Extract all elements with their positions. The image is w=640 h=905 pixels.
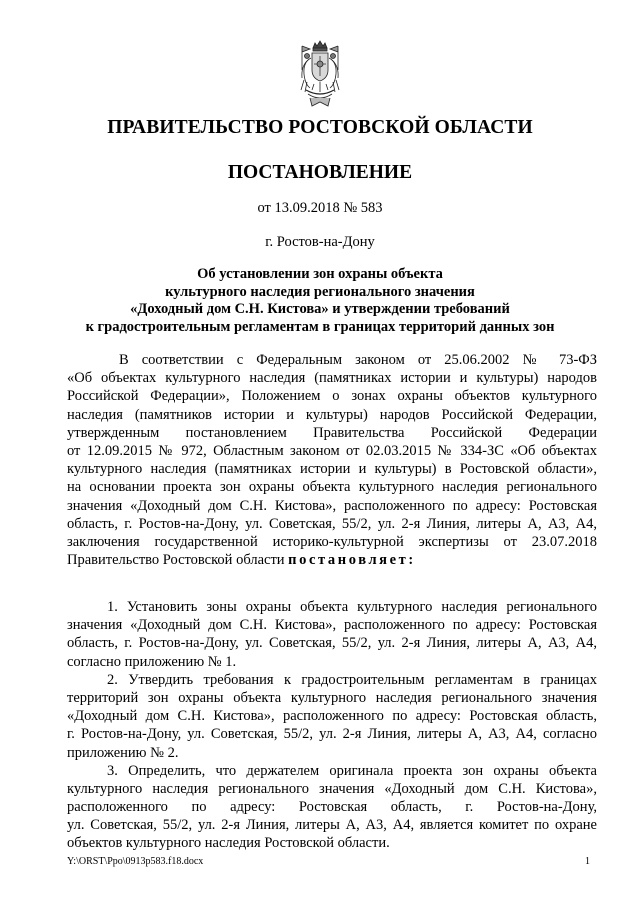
- preamble-line: Российской Федерации», Положением о зонах охраны объектов культурного: [67, 388, 597, 405]
- preamble-line: «Об объектах культурного наследия (памятниках истории и культуры) народов: [67, 370, 597, 387]
- document-city: г. Ростов-на-Дону: [265, 234, 375, 250]
- resolution-items: [67, 598, 597, 853]
- preamble-line: область, г. Ростов-на-Дону, ул. Советская, 55/2, ул. 2-я Линия, литеры А, А3, А4,: [67, 515, 597, 532]
- coat-of-arms-emblem: [298, 40, 342, 108]
- item-line: объектов культурного наследия Ростовской области.: [67, 835, 390, 852]
- footer-page-number: 1: [585, 856, 590, 867]
- title-line: Об установлении зон охраны объекта: [197, 266, 443, 282]
- preamble-line: от 12.09.2015 № 972, Областным законом от 02.03.2015 № 334-ЗС «Об объектах: [67, 442, 597, 459]
- preamble-line: заключения государственной историко-культурной экспертизы от 23.07.2018: [67, 533, 597, 550]
- preamble-line: В соответствии с Федеральным законом от 25.06.2002 № 73-ФЗ: [119, 352, 597, 368]
- item-line: ул. Советская, 55/2, ул. 2-я Линия, литеры А, А3, А4, является комитет по охране: [67, 817, 597, 834]
- preamble-line: на основании проекта зон охраны объекта культурного наследия регионального: [67, 479, 597, 496]
- preamble-last-text: Правительство Ростовской области: [67, 552, 285, 569]
- footer-file-path: Y:\ORST\Ppo\0913p583.f18.docx: [67, 856, 204, 867]
- document-date-number: от 13.09.2018 № 583: [257, 200, 383, 216]
- item-line: область, г. Ростов-на-Дону, ул. Советская, 55/2, ул. 2-я Линия, литеры А, А3, А4,: [67, 635, 597, 652]
- preamble-line: [67, 551, 597, 569]
- document-type: ПОСТАНОВЛЕНИЕ: [227, 162, 413, 183]
- preamble-paragraph: [67, 351, 597, 569]
- item-line: 3. Определить, что держателем оригинала проекта зон охраны объекта: [107, 762, 597, 779]
- resolves-word: постановляет:: [288, 552, 416, 569]
- title-line: культурного наследия регионального значения: [165, 283, 475, 300]
- title-line: «Доходный дом С.Н. Кистова» и утверждении требований: [130, 301, 510, 317]
- preamble-line: наследия (памятников истории и культуры) народов Российской Федерации,: [67, 406, 597, 423]
- document-title: [60, 266, 580, 336]
- item-line: г. Ростов-на-Дону, ул. Советская, 55/2, ул. 2-я Линия, литеры А, А3, А4, согласно: [67, 726, 597, 743]
- title-line: к градостроительным регламентам в границах территорий данных зон: [85, 318, 555, 335]
- preamble-line: утвержденным постановлением Правительства Российской Федерации: [67, 424, 597, 441]
- item-line: 2. Утвердить требования к градостроительным регламентам в границах: [107, 671, 597, 688]
- item-line: «Доходный дом С.Н. Кистова», расположенного по адресу: Ростовская область,: [67, 708, 597, 725]
- item-line: значения «Доходный дом С.Н. Кистова», расположенного по адресу: Ростовская: [67, 617, 597, 634]
- item-line: согласно приложению № 1.: [67, 653, 237, 670]
- item-line: расположенного по адресу: Ростовская область, г. Ростов-на-Дону,: [67, 799, 597, 816]
- item-line: 1. Установить зоны охраны объекта культурного наследия регионального: [107, 599, 597, 615]
- preamble-line: значения «Доходный дом С.Н. Кистова», расположенного по адресу: Ростовская: [67, 497, 597, 514]
- government-name: ПРАВИТЕЛЬСТВО РОСТОВСКОЙ ОБЛАСТИ: [107, 117, 533, 138]
- item-line: территорий зон охраны объекта культурного наследия регионального значения: [67, 689, 597, 706]
- preamble-line: культурного наследия (памятниках истории и культуры) в Ростовской области»,: [67, 461, 597, 478]
- item-line: приложению № 2.: [67, 744, 179, 761]
- item-line: культурного наследия регионального значения «Доходный дом С.Н. Кистова»,: [67, 780, 597, 797]
